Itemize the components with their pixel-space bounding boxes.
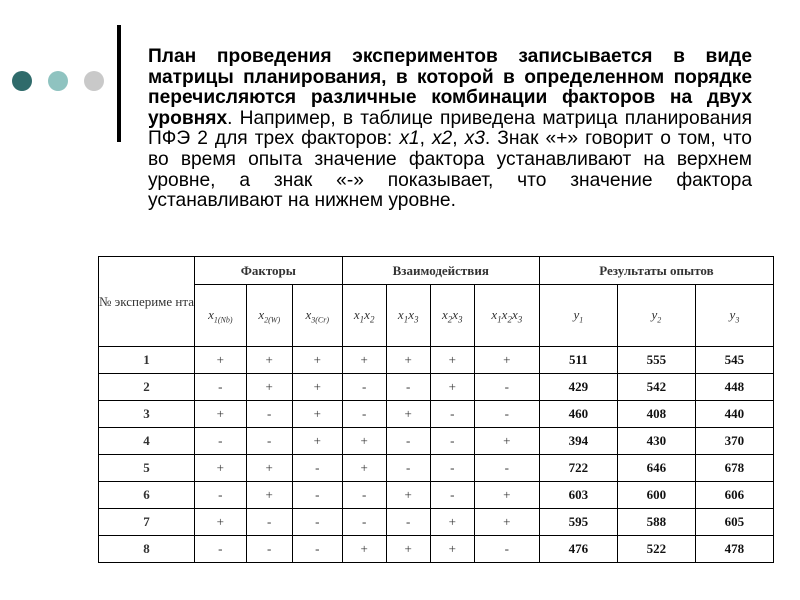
interaction-sign-cell: + [430, 536, 474, 563]
factor-col-header-base: x [258, 306, 265, 322]
result-value-cell: 460 [539, 401, 617, 428]
factor-x1: x1 [399, 128, 420, 150]
interaction-sign-cell: - [474, 455, 539, 482]
factor-sign-cell: + [195, 347, 247, 374]
interaction-sign-cell: + [342, 455, 386, 482]
table-row [99, 428, 774, 455]
factor-sign-cell: + [246, 482, 292, 509]
experiment-number-cell: 8 [99, 536, 195, 563]
factors-group-header: Факторы [195, 257, 343, 285]
interaction-sign-cell: - [430, 428, 474, 455]
dot-gray [84, 71, 104, 91]
factor-sign-cell: - [292, 509, 342, 536]
factor-sign-cell: - [246, 401, 292, 428]
result-value-cell: 595 [539, 509, 617, 536]
factor-col-header-subscript: 2(W) [264, 315, 281, 325]
factor-col-header [292, 285, 342, 347]
experiment-number-cell: 1 [99, 347, 195, 374]
interaction-sign-cell: - [386, 428, 430, 455]
experiment-number-cell: 3 [99, 401, 195, 428]
result-col-header [695, 285, 773, 347]
interactions-group-header: Взаимодействия [342, 257, 539, 285]
factor-col-header-base: x [305, 306, 312, 322]
result-value-cell: 646 [617, 455, 695, 482]
interaction-sign-cell: + [474, 482, 539, 509]
intro-paragraph [148, 47, 752, 212]
factor-sign-cell: - [246, 509, 292, 536]
interaction-sign-cell: - [342, 509, 386, 536]
factor-sign-cell: + [246, 374, 292, 401]
interaction-sign-cell: - [430, 455, 474, 482]
table-row [99, 509, 774, 536]
result-col-header-subscript: 2 [657, 315, 662, 325]
result-col-header-subscript: 1 [579, 315, 584, 325]
interaction-sign-cell: - [474, 401, 539, 428]
factor-sign-cell: - [195, 482, 247, 509]
intro-separator: , [419, 128, 432, 150]
interaction-sign-cell: - [342, 401, 386, 428]
result-value-cell: 476 [539, 536, 617, 563]
interaction-sign-cell: + [430, 374, 474, 401]
interaction-sign-cell: + [342, 347, 386, 374]
result-value-cell: 605 [695, 509, 773, 536]
interaction-sign-cell: + [342, 428, 386, 455]
result-col-header [539, 285, 617, 347]
factor-sign-cell: - [195, 374, 247, 401]
interaction-sign-cell: + [386, 482, 430, 509]
interaction-sign-cell: - [474, 536, 539, 563]
results-group-header: Результаты опытов [539, 257, 773, 285]
experiment-number-cell: 6 [99, 482, 195, 509]
result-value-cell: 545 [695, 347, 773, 374]
factor-sign-cell: + [292, 401, 342, 428]
interaction-sign-cell: + [430, 347, 474, 374]
decorative-dots [12, 71, 104, 93]
result-col-header-subscript: 3 [735, 315, 740, 325]
result-value-cell: 408 [617, 401, 695, 428]
result-value-cell: 430 [617, 428, 695, 455]
interaction-sign-cell: - [386, 509, 430, 536]
interaction-sign-cell: - [386, 374, 430, 401]
accent-vertical-bar [117, 25, 121, 142]
factor-col-header-subscript: 1(Nb) [213, 315, 233, 325]
interaction-sign-cell: + [430, 509, 474, 536]
result-value-cell: 603 [539, 482, 617, 509]
table-body [99, 347, 774, 563]
factor-x2: x2 [431, 128, 453, 150]
intro-bold-lead: План проведения экспериментов записывается в виде матрицы планирования, в которой в определенном порядке перечисляются различные комбинации факторов на двух уровнях [148, 46, 752, 129]
interaction-col-header: $x_1x_2x_3$ [474, 285, 539, 347]
factor-sign-cell: + [292, 347, 342, 374]
result-value-cell: 542 [617, 374, 695, 401]
experiment-number-cell: 5 [99, 455, 195, 482]
factor-sign-cell: - [195, 428, 247, 455]
result-value-cell: 555 [617, 347, 695, 374]
result-value-cell: 448 [695, 374, 773, 401]
table-row [99, 401, 774, 428]
result-value-cell: 370 [695, 428, 773, 455]
result-col-header-base: y [729, 306, 736, 322]
result-value-cell: 478 [695, 536, 773, 563]
interaction-sign-cell: + [386, 536, 430, 563]
result-value-cell: 600 [617, 482, 695, 509]
result-value-cell: 429 [539, 374, 617, 401]
factor-col-header-subscript: 3(Cr) [311, 315, 330, 325]
result-col-header [617, 285, 695, 347]
intro-text-2: . Знак «+» говорит о том, что во время опыта значение фактора устанавливают на верхнем уровне, а знак «-» показывает, что значение фактора устанавливают на нижнем уровне. [148, 128, 752, 212]
table-subheader-row [99, 285, 774, 347]
interaction-col-header: $x_1x_3$ [386, 285, 430, 347]
interaction-sign-cell: + [474, 347, 539, 374]
experiment-number-cell: 7 [99, 509, 195, 536]
factor-sign-cell: + [246, 455, 292, 482]
result-value-cell: 678 [695, 455, 773, 482]
factor-sign-cell: - [292, 536, 342, 563]
interaction-sign-cell: - [386, 455, 430, 482]
experiment-number-header: № экспериме нта [99, 257, 195, 347]
factor-sign-cell: - [292, 455, 342, 482]
table-group-header-row [99, 257, 774, 285]
planning-matrix-table [98, 256, 774, 563]
interaction-sign-cell: - [430, 482, 474, 509]
result-value-cell: 722 [539, 455, 617, 482]
factor-sign-cell: - [246, 536, 292, 563]
dot-light-teal [48, 71, 68, 91]
factor-sign-cell: - [292, 482, 342, 509]
factor-sign-cell: + [195, 455, 247, 482]
factor-sign-cell: - [246, 428, 292, 455]
interaction-sign-cell: - [342, 374, 386, 401]
result-value-cell: 394 [539, 428, 617, 455]
interaction-sign-cell: + [386, 401, 430, 428]
result-value-cell: 606 [695, 482, 773, 509]
interaction-sign-cell: + [474, 509, 539, 536]
interaction-sign-cell: - [342, 482, 386, 509]
experiment-number-cell: 4 [99, 428, 195, 455]
table-row [99, 536, 774, 563]
factor-sign-cell: + [195, 509, 247, 536]
interaction-sign-cell: - [430, 401, 474, 428]
result-value-cell: 511 [539, 347, 617, 374]
result-col-header-base: y [573, 306, 580, 322]
factor-col-header-base: x [208, 306, 214, 322]
result-value-cell: 522 [617, 536, 695, 563]
result-value-cell: 440 [695, 401, 773, 428]
factor-sign-cell: + [292, 374, 342, 401]
factor-sign-cell: - [195, 536, 247, 563]
factor-sign-cell: + [292, 428, 342, 455]
interaction-sign-cell: + [386, 347, 430, 374]
intro-text-1: . Например, в таблице приведена матрица планирования ПФЭ 2 для трех факторов: [148, 107, 752, 150]
table-row [99, 455, 774, 482]
dot-dark-teal [12, 71, 32, 91]
table-row [99, 347, 774, 374]
interaction-sign-cell: - [474, 374, 539, 401]
intro-separator: , [452, 128, 465, 150]
factor-col-header [246, 285, 292, 347]
factor-sign-cell: + [246, 347, 292, 374]
interaction-col-header: $x_1x_2$ [342, 285, 386, 347]
table-row [99, 482, 774, 509]
factor-sign-cell: + [195, 401, 247, 428]
factor-x3: x3 [464, 128, 485, 150]
result-col-header-base: y [651, 306, 658, 322]
result-value-cell: 588 [617, 509, 695, 536]
interaction-sign-cell: + [342, 536, 386, 563]
experiment-number-cell: 2 [99, 374, 195, 401]
interaction-sign-cell: + [474, 428, 539, 455]
table-row [99, 374, 774, 401]
factor-col-header [195, 285, 247, 347]
interaction-col-header: $x_2x_3$ [430, 285, 474, 347]
